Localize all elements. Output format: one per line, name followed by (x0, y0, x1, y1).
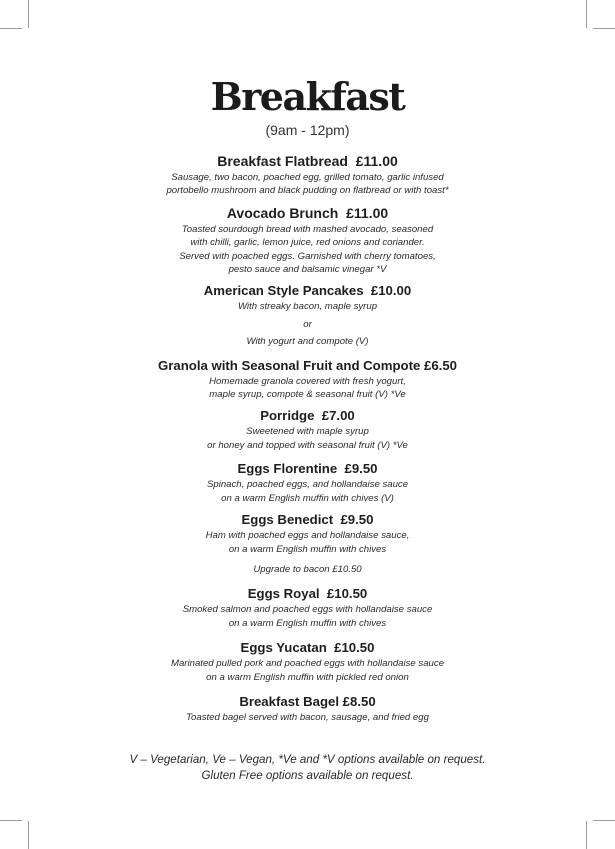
item-name: Granola with Seasonal Fruit and Compote (157, 357, 421, 373)
item-heading (0, 203, 615, 223)
item-name: Eggs Yucatan (240, 640, 327, 656)
menu-item (0, 585, 615, 630)
item-heading (0, 282, 615, 300)
crop-mark (586, 821, 587, 849)
item-heading (0, 151, 615, 171)
item-or-separator: or (303, 318, 312, 330)
item-heading (0, 585, 615, 603)
item-price: £10.00 (370, 283, 412, 299)
item-description: Toasted bagel served with bacon, sausage, and fried egg (186, 711, 429, 723)
item-name: Eggs Florentine (237, 461, 338, 477)
menu-item (0, 460, 615, 505)
menu-items (0, 151, 615, 724)
item-description: Served with poached eggs. Garnished with cherry tomatoes, (179, 250, 436, 262)
item-description: on a warm English muffin with pickled red onion (206, 671, 409, 683)
item-description: Sausage, two bacon, poached egg, grilled tomato, garlic infused (171, 172, 444, 183)
item-name: Porridge (260, 408, 315, 424)
item-description: Homemade granola covered with fresh yogurt, (209, 375, 406, 387)
item-name: Breakfast Flatbread (217, 153, 348, 169)
item-price: £11.00 (346, 204, 389, 221)
crop-mark (28, 0, 29, 28)
item-name: Breakfast Bagel (239, 693, 339, 709)
item-upgrade: Upgrade to bacon £10.50 (253, 563, 362, 575)
legend-line: Gluten Free options available on request. (201, 769, 414, 782)
item-price: £10.50 (326, 586, 368, 602)
item-price: £9.50 (340, 512, 374, 528)
item-description: on a warm English muffin with chives (V) (221, 492, 394, 504)
item-description: Ham with poached eggs and hollandaise sauce, (205, 530, 410, 542)
item-description: Spinach, poached eggs, and hollandaise sauce (206, 479, 409, 491)
item-description: maple syrup, compote & seasonal fruit (V) *Ve (209, 389, 406, 401)
item-price: £6.50 (423, 357, 457, 373)
crop-mark (593, 28, 615, 29)
item-description: or honey and topped with seasonal fruit (V) *Ve (207, 439, 408, 451)
item-name: Eggs Benedict (241, 512, 334, 528)
item-description: portobello mushroom and black pudding on flatbread or with toast* (166, 185, 449, 197)
item-name: American Style Pancakes (203, 283, 364, 299)
menu-item (0, 407, 615, 452)
item-heading (0, 511, 615, 529)
item-price: £11.00 (355, 153, 398, 169)
page-title: Breakfast (210, 74, 405, 119)
dietary-legend (0, 752, 615, 784)
menu-item (0, 357, 615, 402)
menu-item (0, 639, 615, 684)
menu-item (0, 511, 615, 576)
menu-item (0, 203, 615, 277)
item-description: Toasted sourdough bread with mashed avocado, seasoned (181, 223, 434, 235)
item-description: With streaky bacon, maple syrup (237, 301, 378, 313)
item-description: on a warm English muffin with chives (228, 543, 387, 555)
item-description: pesto sauce and balsamic vinegar *V (228, 264, 387, 276)
item-price: £9.50 (344, 461, 378, 477)
item-heading (0, 460, 615, 478)
crop-mark (0, 820, 22, 821)
item-heading (0, 357, 615, 375)
crop-mark (593, 820, 615, 821)
menu-item (0, 151, 615, 198)
item-heading (0, 693, 615, 711)
item-description: with chilli, garlic, lemon juice, red onions and coriander. (190, 237, 425, 249)
crop-mark (28, 821, 29, 849)
service-hours: (9am - 12pm) (265, 122, 350, 138)
menu-item (0, 693, 615, 724)
item-name: Avocado Brunch (226, 204, 339, 221)
legend-line: V – Vegetarian, Ve – Vegan, *Ve and *V options available on request. (129, 753, 486, 766)
item-price: £8.50 (342, 693, 376, 709)
item-description: Smoked salmon and poached eggs with hollandaise sauce (182, 604, 433, 616)
item-heading (0, 639, 615, 657)
crop-mark (0, 28, 22, 29)
item-name: Eggs Royal (247, 586, 320, 602)
item-description: on a warm English muffin with chives (228, 617, 387, 629)
menu-item (0, 282, 615, 348)
item-price: £7.00 (321, 408, 355, 424)
item-description: Sweetened with maple syrup (246, 426, 369, 438)
item-description: Marinated pulled pork and poached eggs with hollandaise sauce (170, 658, 445, 670)
item-alternative: With yogurt and compote (V) (246, 336, 369, 348)
item-heading (0, 407, 615, 425)
crop-mark (586, 0, 587, 28)
item-price: £10.50 (334, 640, 375, 656)
